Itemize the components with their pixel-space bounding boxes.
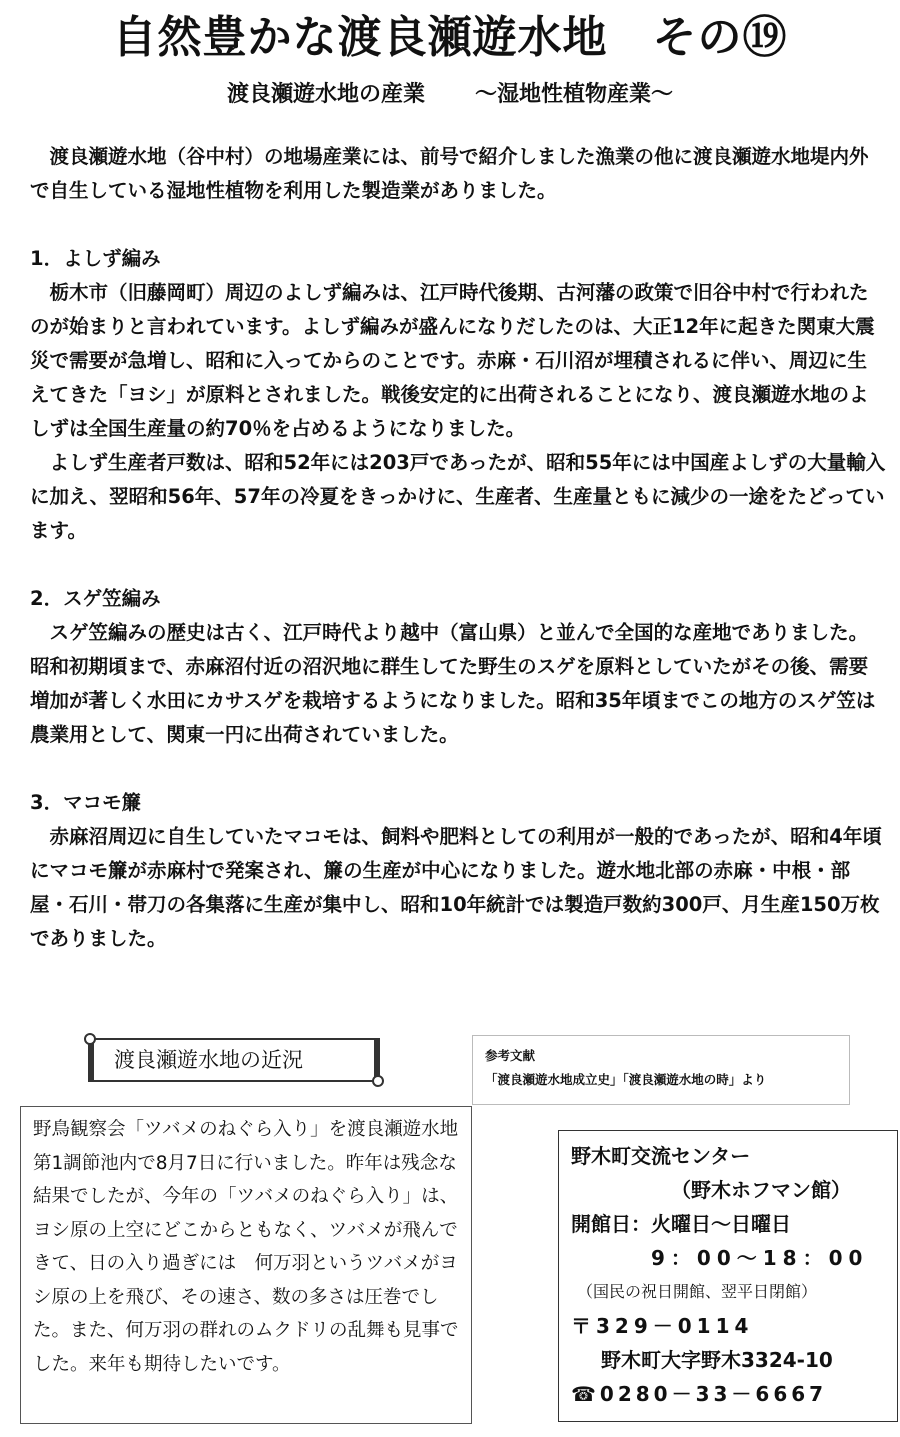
center-zip: 〒329－0114 — [571, 1314, 754, 1338]
article-body — [30, 140, 886, 956]
news-box — [20, 1106, 472, 1424]
references-label: 参考文献 — [485, 1048, 536, 1063]
center-address: 野木町大字野木3324-10 — [601, 1348, 833, 1372]
intro-paragraph: 渡良瀬遊水地（谷中村）の地場産業には、前号で紹介しました漁業の他に渡良瀬遊水地堤内外で自生している湿地性植物を利用した製造業がありました。 — [30, 145, 869, 202]
news-heading-scroll: 渡良瀬遊水地の近況 — [88, 1038, 380, 1082]
page-title: 自然豊かな渡良瀬遊水地 その⑲ — [112, 12, 788, 63]
subtitle-main: 渡良瀬遊水地の産業 — [226, 82, 425, 107]
references-text: 「渡良瀬遊水地成立史」「渡良瀬遊水地の時」より — [485, 1072, 767, 1087]
news-text: 野鳥観察会「ツバメのねぐら入り」を渡良瀬遊水地第1調節池内で8月7日に行いました。昨年は残念な結果でしたが、今年の「ツバメのねぐら入り」は、ヨシ原の上空にどこからともなく、ツバメが飛んできて、日の入り過ぎには 何万羽というツバメがヨシ原の上を飛び、その速さ、数の多さは圧巻でした。また、何万羽の群れのムクドリの乱舞も見事でした。来年も期待したいです。 — [33, 1119, 459, 1375]
center-info-box — [558, 1130, 898, 1422]
section-heading-makomo: 3．マコモ簾 — [30, 791, 142, 814]
section-heading-yoshizu: 1．よしず編み — [30, 247, 161, 270]
center-subname: （野木ホフマン館） — [671, 1178, 851, 1202]
page-subtitle — [0, 78, 900, 112]
section-paragraph: スゲ笠編みの歴史は古く、江戸時代より越中（富山県）と並んで全国的な産地でありました。 昭和初期頃まで、赤麻沼付近の沼沢地に群生してた野生のスゲを原料としていたがその後、需要増加が著しく水田にカサスゲを栽培するようになりました。昭和35年頃までこの地方のスゲ笠は農業用として、関東一円に出荷されていました。 — [30, 621, 876, 746]
references-box — [472, 1035, 850, 1105]
section-heading-sugegasa: 2．スゲ笠編み — [30, 587, 161, 610]
subtitle-sub: ～湿地性植物産業～ — [475, 82, 674, 107]
center-note: （国民の祝日開館、翌平日閉館） — [577, 1282, 818, 1301]
section-paragraph: 栃木市（旧藤岡町）周辺のよしず編みは、江戸時代後期、古河藩の政策で旧谷中村で行われたのが始まりと言われています。よしず編みが盛んになりだしたのは、大正12年に起きた関東大震災で需要が急増し、昭和に入ってからのことです。赤麻・石川沼が埋積されるに伴い、周辺に生えてきた「ヨシ」が原料とされました。戦後安定的に出荷されることになり、渡良瀬遊水地のよしずは全国生産量の約70％を占めるようになりました。 — [30, 281, 875, 440]
section-paragraph: 赤麻沼周辺に自生していたマコモは、飼料や肥料としての利用が一般的であったが、昭和4年頃にマコモ簾が赤麻村で発案され、簾の生産が中心になりました。遊水地北部の赤麻・中根・部屋・石川・帯刀の各集落に生産が集中し、昭和10年統計では製造戸数約300戸、月生産150万枚でありました。 — [30, 825, 882, 950]
center-name: 野木町交流センター — [571, 1144, 751, 1168]
center-hours: 9：00～18：00 — [651, 1246, 869, 1270]
center-phone: ☎0280－33－6667 — [571, 1382, 828, 1406]
section-paragraph: よしず生産者戸数は、昭和52年には203戸であったが、昭和55年には中国産よしずの大量輸入に加え、翌昭和56年、57年の冷夏をきっかけに、生産者、生産量ともに減少の一途をたどっています。 — [30, 451, 886, 542]
center-open-days: 開館日：火曜日～日曜日 — [571, 1212, 791, 1236]
